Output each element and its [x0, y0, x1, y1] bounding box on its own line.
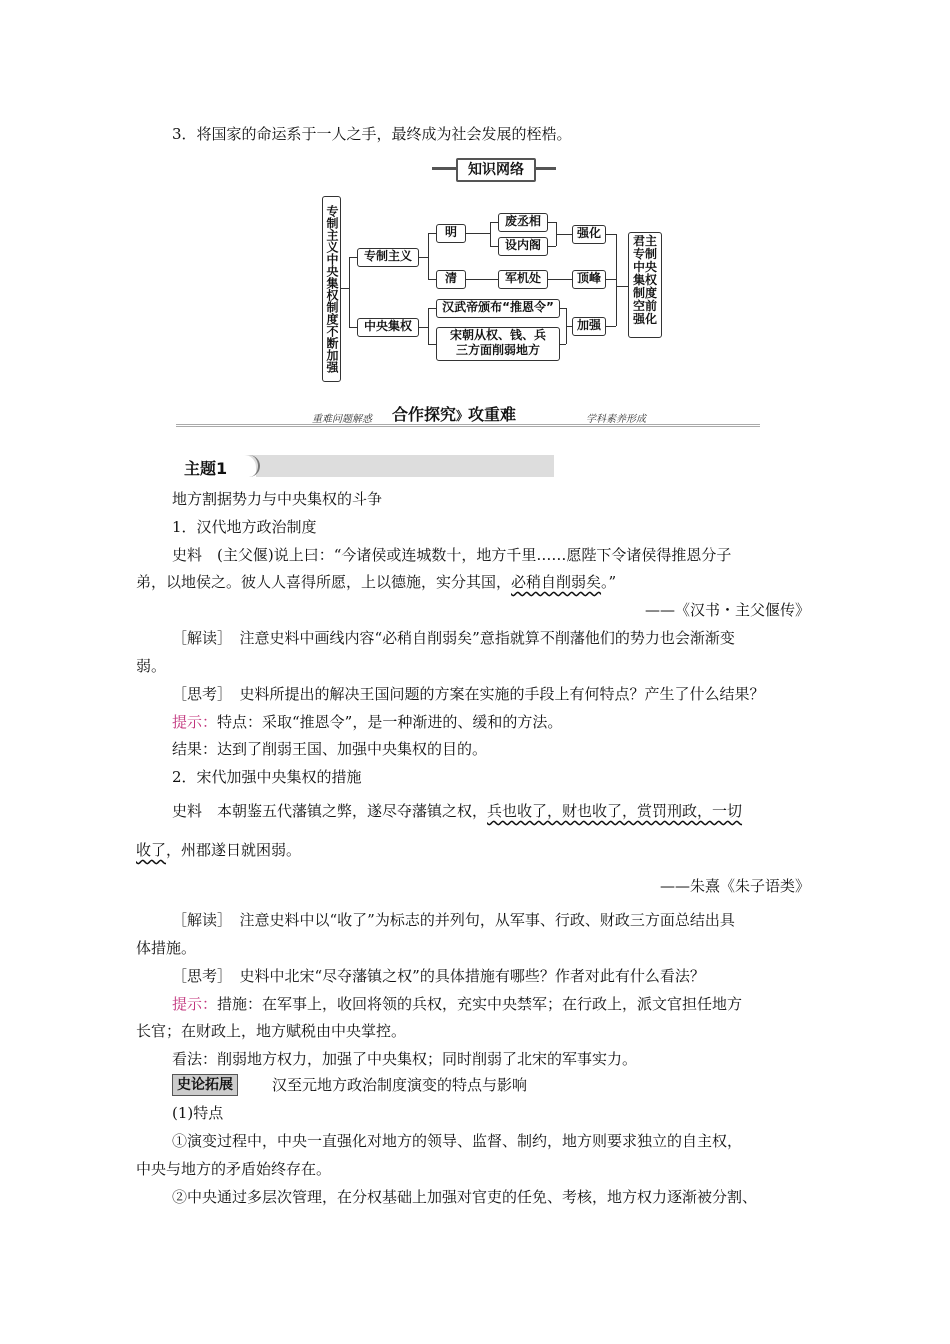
- source-2-line2: 收了，州郡遂日就困弱。: [136, 841, 302, 859]
- features-heading: (1)特点: [172, 1104, 224, 1122]
- interpret-1-line2: 弱。: [136, 657, 167, 675]
- topic-title: 地方割据势力与中央集权的斗争: [172, 490, 383, 508]
- interpret-1-line1: ［解读］ 注意史料中画线内容“必稍自削弱矣”意指就算不削藩他们的势力也会渐渐变: [172, 629, 735, 647]
- grand-secretariat-box: 设内阁: [498, 237, 548, 256]
- interpret-2-line1: ［解读］ 注意史料中以“收了”为标志的并列句，从军事、行政、财政三方面总结出具: [172, 911, 735, 929]
- banner-left: 重难问题解惑: [312, 414, 372, 425]
- grand-council-box: 军机处: [498, 270, 548, 289]
- song-measures-line1: 宋朝从权、钱、兵: [449, 328, 546, 342]
- think-2: ［思考］ 史料中北宋“尽夺藩镇之权”的具体措施有哪些？作者对此有什么看法？: [172, 967, 705, 985]
- knowledge-network-title: 知识网络: [456, 158, 536, 182]
- source-2-citation: ——朱熹《朱子语类》: [659, 877, 810, 895]
- section-2-title: 2．宋代加强中央集权的措施: [172, 768, 362, 786]
- hint-2-line2: 长官；在财政上，地方赋税由中央掌控。: [136, 1022, 407, 1040]
- banner-main: 合作探究》攻重难: [392, 405, 517, 424]
- result-1: 结果：达到了削弱王国、加强中央集权的目的。: [172, 740, 488, 758]
- hint-1: 提示：特点：采取“推恩令”，是一种渐进的、缓和的方法。: [172, 713, 563, 731]
- source-2-line1: 史料 本朝鉴五代藩镇之弊，遂尽夺藩镇之权，兵也收了，财也收了，赏罚刑政，一切: [172, 802, 743, 820]
- result-box: 君主专制中央集权制度空前强化: [628, 232, 662, 338]
- song-measures-line2: 三方面削弱地方: [455, 343, 540, 357]
- feature-1-line2: 中央与地方的矛盾始终存在。: [136, 1160, 332, 1178]
- strengthen-box: 强化: [572, 225, 606, 244]
- section-banner: [176, 402, 760, 430]
- han-decree-box: 汉武帝颁布“推恩令”: [436, 299, 560, 318]
- ming-box: 明: [436, 224, 466, 243]
- feature-2-line1: ②中央通过多层次管理，在分权基础上加强对官吏的任免、考核，地方权力逐渐被分割、: [172, 1188, 758, 1206]
- abolish-pm-box: 废丞相: [498, 213, 548, 232]
- reinforce-box: 加强: [572, 317, 606, 336]
- extension-title: 汉至元地方政治制度演变的特点与影响: [272, 1076, 528, 1094]
- section-1-title: 1．汉代地方政治制度: [172, 518, 317, 536]
- source-1-citation: ——《汉书・主父偃传》: [644, 601, 810, 619]
- branch-central: 中央集权: [357, 318, 419, 337]
- top-line: 3．将国家的命运系于一人之手，最终成为社会发展的桎梏。: [172, 125, 572, 143]
- knowledge-network-header: [432, 158, 556, 178]
- qing-box: 清: [436, 270, 466, 289]
- feature-1-line1: ①演变过程中，中央一直强化对地方的领导、监督、制约，地方则要求独立的自主权，: [172, 1132, 743, 1150]
- view-2: 看法：削弱地方权力，加强了中央集权；同时削弱了北宋的军事实力。: [172, 1050, 638, 1068]
- topic-label: 主题1: [184, 459, 228, 478]
- root-box: 专制主义中央集权制度不断加强: [322, 196, 341, 382]
- topic-header: [176, 455, 554, 477]
- source-1-line2: 弟，以地侯之。彼人人喜得所愿，上以德施，实分其国，必稍自削弱矣。”: [136, 573, 617, 591]
- history-extension-tag: 史论拓展: [172, 1074, 238, 1096]
- banner-right: 学科素养形成: [586, 414, 646, 425]
- branch-autocracy: 专制主义: [357, 248, 419, 267]
- peak-box: 顶峰: [572, 270, 606, 289]
- interpret-2-line2: 体措施。: [136, 939, 197, 957]
- think-1: ［思考］ 史料所提出的解决王国问题的方案在实施的手段上有何特点？产生了什么结果？: [172, 685, 765, 703]
- hint-2-line1: 提示：措施：在军事上，收回将领的兵权，充实中央禁军；在行政上，派文官担任地方: [172, 995, 743, 1013]
- song-measures-box: [436, 327, 560, 361]
- source-1-line1: 史料 (主父偃)说上曰：“今诸侯或连城数十，地方千里……愿陛下令诸侯得推恩分子: [172, 546, 732, 564]
